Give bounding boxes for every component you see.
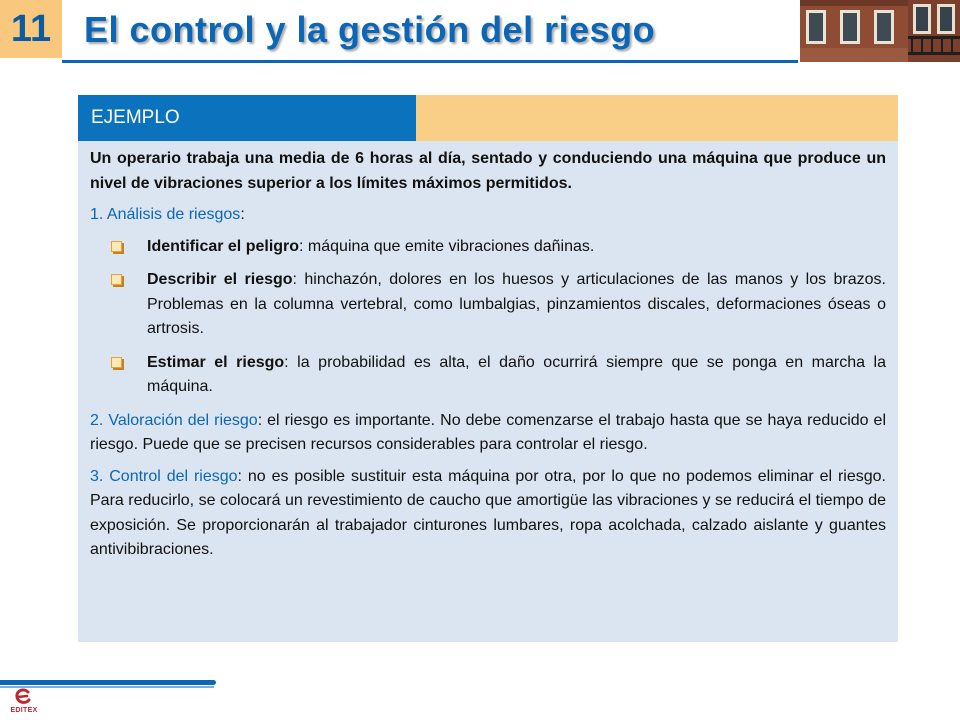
editex-logo-text: EDITEX (10, 707, 38, 714)
footer-rule (0, 680, 216, 685)
square-bullet-icon (111, 241, 122, 252)
step-2 (90, 409, 886, 458)
title-underline (62, 60, 798, 63)
square-bullet-icon (111, 274, 122, 285)
example-intro: Un operario trabaja una media de 6 horas al día, sentado y conduciendo una máquina que produce un nivel de vibraciones superior a los límites máximos permitidos. (90, 150, 886, 192)
chapter-number-badge: 11 (0, 0, 62, 58)
step-2-text: : el riesgo es importante. No debe comenzarse el trabajo hasta que se haya reducido el riesgo. Puede que se precisen recursos considerables para controlar el riesgo. (90, 411, 886, 453)
bullet-term: Identificar el peligro (147, 237, 300, 255)
step-3-heading: 3. Control del riesgo (90, 467, 238, 485)
step-1 (90, 203, 886, 228)
page-title: El control y la gestión del riesgo (84, 9, 656, 50)
bullet-item (90, 351, 886, 400)
step-1-heading: 1. Análisis de riesgos (90, 206, 241, 223)
example-header (78, 95, 898, 141)
step-2-heading: 2. Valoración del riesgo (90, 411, 258, 429)
square-bullet-icon (111, 357, 122, 368)
bullet-term: Describir el riesgo (147, 271, 293, 288)
building-photo (800, 0, 960, 62)
example-header-fill (416, 95, 898, 141)
step-3-text: : no es posible sustituir esta máquina por otra, por lo que no podemos eliminar el riesgo. Para reducirlo, se colocará un revestimiento de caucho que amortigüe las vibraciones y se reducirá el tiempo de exposición. Se proporcionarán al trabajador cinturones lumbares, ropa acolchada, calzado aislante y guantes antivibibraciones. (90, 467, 887, 558)
bullet-text: : máquina que emite vibraciones dañinas. (299, 237, 595, 255)
bullet-text: : la probabilidad es alta, el daño ocurrirá siempre que se ponga en marcha la máquina. (147, 353, 887, 395)
editex-mark-icon (14, 688, 32, 706)
step-1-suffix: : (240, 206, 245, 223)
editex-logo (4, 688, 44, 718)
step-1-bullets (90, 235, 886, 400)
example-label: EJEMPLO (78, 95, 416, 141)
bullet-item (90, 268, 886, 342)
example-body (78, 141, 898, 642)
bullet-term: Estimar el riesgo (147, 353, 285, 371)
step-3 (90, 465, 886, 563)
bullet-text: : hinchazón, dolores en los huesos y articulaciones de las manos y los brazos. Problemas en la columna vertebral, como lumbalgias, pinzamientos discales, deformaciones óseas o artrosis. (147, 271, 887, 337)
bullet-item (90, 235, 886, 260)
